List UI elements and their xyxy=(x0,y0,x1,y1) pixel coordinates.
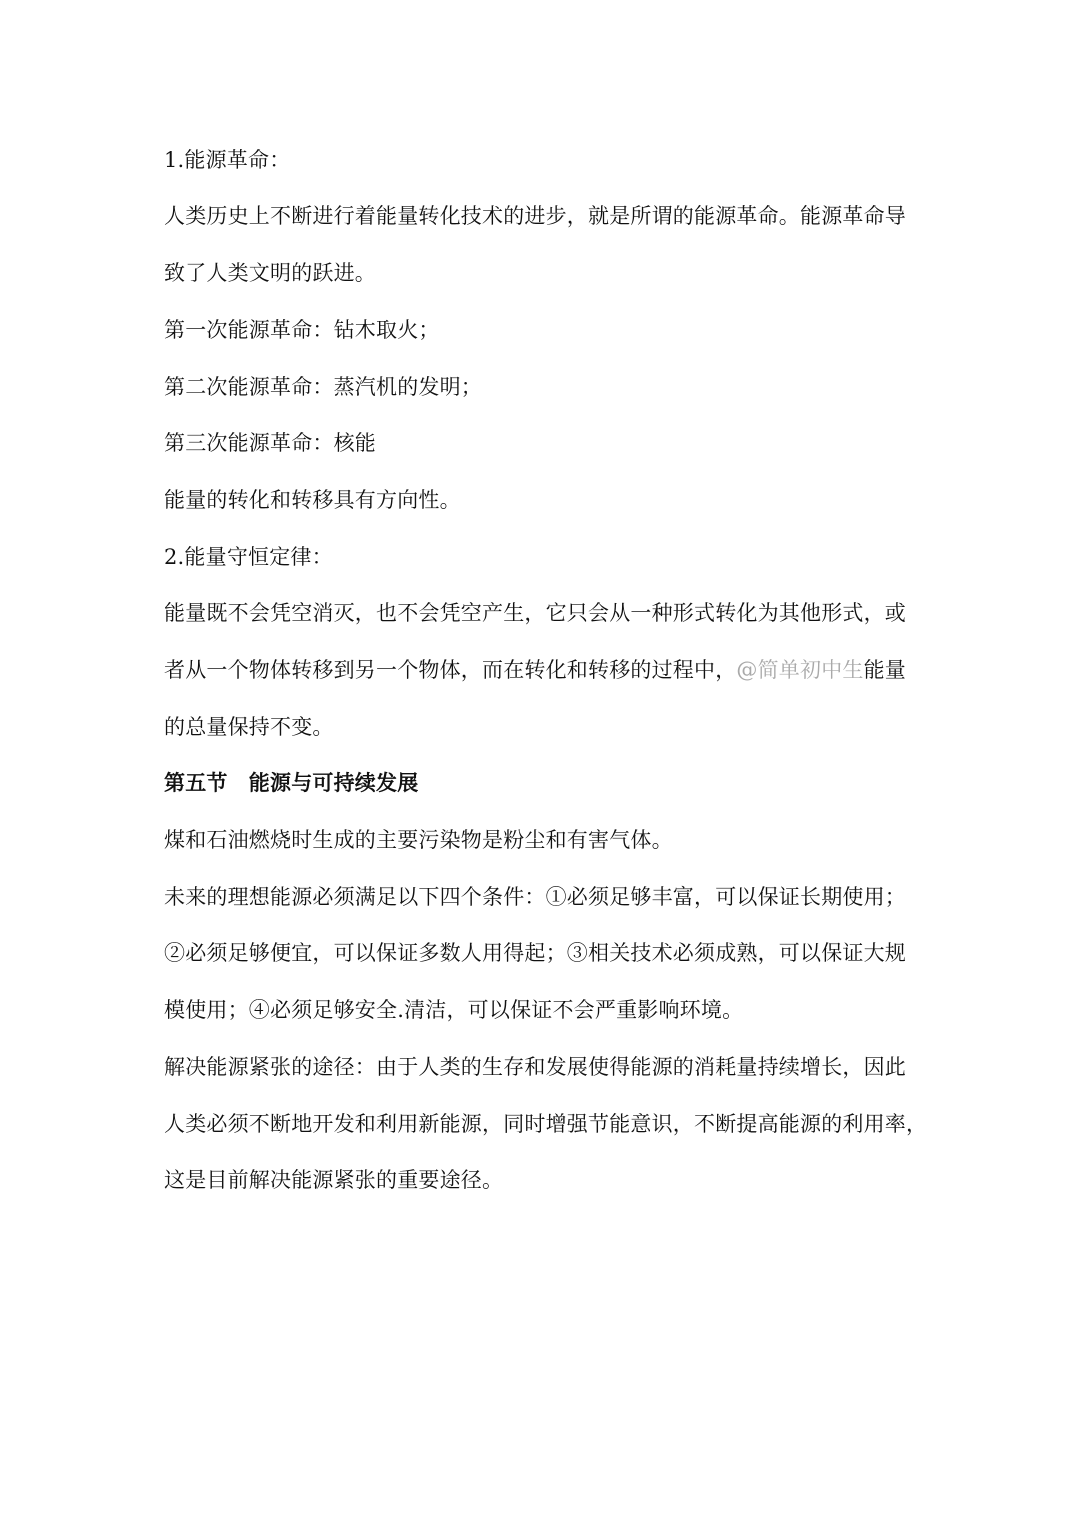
ideal-energy-line-2: ②必须足够便宜，可以保证多数人用得起；③相关技术必须成熟，可以保证大规 xyxy=(164,941,906,965)
energy-conservation-line-2-ending: 能量 xyxy=(863,658,907,682)
energy-conservation-line-3: 的总量保持不变。 xyxy=(164,715,334,739)
watermark-text: @简单初中生 xyxy=(736,658,864,682)
energy-direction-note: 能量的转化和转移具有方向性。 xyxy=(164,488,461,512)
energy-conservation-line-1: 能量既不会凭空消灭，也不会凭空产生，它只会从一种形式转化为其他形式，或 xyxy=(164,601,906,625)
energy-shortage-solution-line-1: 解决能源紧张的途径：由于人类的生存和发展使得能源的消耗量持续增长，因此 xyxy=(164,1055,906,1079)
energy-revolution-definition-line-2: 致了人类文明的跃进。 xyxy=(164,261,376,285)
section-5-heading: 第五节 能源与可持续发展 xyxy=(164,771,419,795)
energy-revolution-definition-line-1: 人类历史上不断进行着能量转化技术的进步，就是所谓的能源革命。能源革命导 xyxy=(164,204,906,228)
second-energy-revolution: 第二次能源革命：蒸汽机的发明； xyxy=(164,375,482,399)
energy-conservation-line-2-text: 者从一个物体转移到另一个物体，而在转化和转移的过程中， xyxy=(164,658,737,682)
section-1-title: 1.能源革命： xyxy=(164,148,291,172)
section-2-title: 2.能量守恒定律： xyxy=(164,545,333,569)
energy-shortage-solution-line-3: 这是目前解决能源紧张的重要途径。 xyxy=(164,1168,504,1192)
ideal-energy-line-3: 模使用；④必须足够安全.清洁，可以保证不会严重影响环境。 xyxy=(164,998,744,1022)
ideal-energy-line-1: 未来的理想能源必须满足以下四个条件：①必须足够丰富，可以保证长期使用； xyxy=(164,885,906,909)
first-energy-revolution: 第一次能源革命：钻木取火； xyxy=(164,318,440,342)
energy-shortage-solution-line-2: 人类必须不断地开发和利用新能源，同时增强节能意识，不断提高能源的利用率， xyxy=(164,1112,928,1136)
third-energy-revolution: 第三次能源革命：核能 xyxy=(164,431,376,455)
energy-conservation-line-2 xyxy=(164,656,924,684)
pollution-note: 煤和石油燃烧时生成的主要污染物是粉尘和有害气体。 xyxy=(164,828,673,852)
